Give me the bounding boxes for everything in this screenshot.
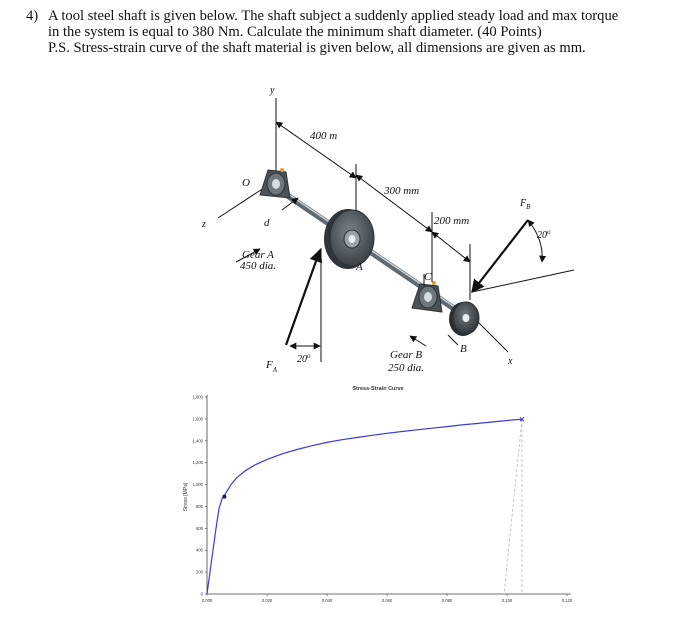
chart-y-label: Stress [MPa] xyxy=(183,482,189,512)
shaft-diagram xyxy=(201,85,574,374)
chart-x-tick-label: 0.120 xyxy=(561,598,573,603)
chart-y-tick-label: 0 xyxy=(200,591,203,597)
bearing-o xyxy=(260,168,290,198)
chart-y-tick-label: 1,000 xyxy=(192,482,203,488)
chart-x-tick-label: 0.040 xyxy=(321,598,333,603)
gear-b-name: Gear B xyxy=(390,349,423,361)
z-axis-label: z xyxy=(202,219,206,230)
chart-y-tick-label: 1,200 xyxy=(192,460,203,466)
force-b-arrow xyxy=(472,220,528,292)
dim-400-label: 400 m xyxy=(310,130,338,142)
problem-line-1: A tool steel shaft is given below. The shaft subject a suddenly applied steady load and max torque xyxy=(48,8,619,24)
problem-number: 4) xyxy=(26,8,39,24)
chart-title: Stress-Strain Curve xyxy=(352,386,404,392)
chart-axes xyxy=(193,395,573,604)
gear-b xyxy=(449,302,479,336)
point-a-label: A xyxy=(356,261,363,273)
force-a-arrow xyxy=(286,250,320,345)
chart-x-tick-label: 0.020 xyxy=(261,598,273,603)
force-a-label: $F_A$ xyxy=(266,359,278,374)
point-b-leader xyxy=(448,335,458,345)
chart-x-tick-label: 0.060 xyxy=(381,598,393,603)
angle-a-label: 20$^o$ xyxy=(297,352,311,365)
origin-label: O xyxy=(242,177,250,189)
chart-y-tick-label: 200 xyxy=(196,569,203,575)
d-label: d xyxy=(264,217,270,229)
chart-y-tick-label: 600 xyxy=(196,525,203,531)
chart-y-tick-label: 1,600 xyxy=(192,416,203,422)
stress-strain-chart xyxy=(183,386,573,603)
gear-a-diameter: 450 dia. xyxy=(240,260,277,272)
angle-b-label: 20$^o$ xyxy=(537,228,551,241)
gear-a xyxy=(324,209,374,269)
chart-unload-line xyxy=(504,419,522,594)
chart-x-tick-label: 0.000 xyxy=(201,598,213,603)
chart-x-tick-label: 0.100 xyxy=(501,598,513,603)
gear-b-diameter: 250 dia. xyxy=(388,362,425,374)
gear-b-leader xyxy=(410,336,426,346)
point-b-label: B xyxy=(460,343,467,355)
dim-200-line xyxy=(432,232,470,262)
chart-y-tick-label: 400 xyxy=(196,547,203,553)
force-b-label: $F_B$ xyxy=(520,198,531,211)
chart-x-tick-label: 0.080 xyxy=(441,598,453,603)
chart-series-line xyxy=(207,419,522,594)
dim-200-label: 200 mm xyxy=(434,215,470,227)
chart-yield-point xyxy=(222,495,226,499)
x-axis-label: x xyxy=(508,356,513,367)
chart-y-tick-label: 1,400 xyxy=(192,438,203,444)
bearing-c-label: C xyxy=(424,271,432,283)
problem-line-2: in the system is equal to 380 Nm. Calculate the minimum shaft diameter. (40 Points) xyxy=(48,24,542,40)
chart-y-tick-label: 800 xyxy=(196,503,203,509)
gear-a-name: Gear A xyxy=(242,249,274,261)
angle-b-arc xyxy=(528,220,542,262)
chart-series xyxy=(207,417,524,594)
y-axis-label: y xyxy=(270,85,275,96)
dim-300-label: 300 mm xyxy=(384,185,420,197)
chart-y-tick-label: 1,800 xyxy=(192,394,203,400)
problem-line-3: P.S. Stress-strain curve of the shaft material is given below, all dimensions are given as mm. xyxy=(48,40,586,56)
